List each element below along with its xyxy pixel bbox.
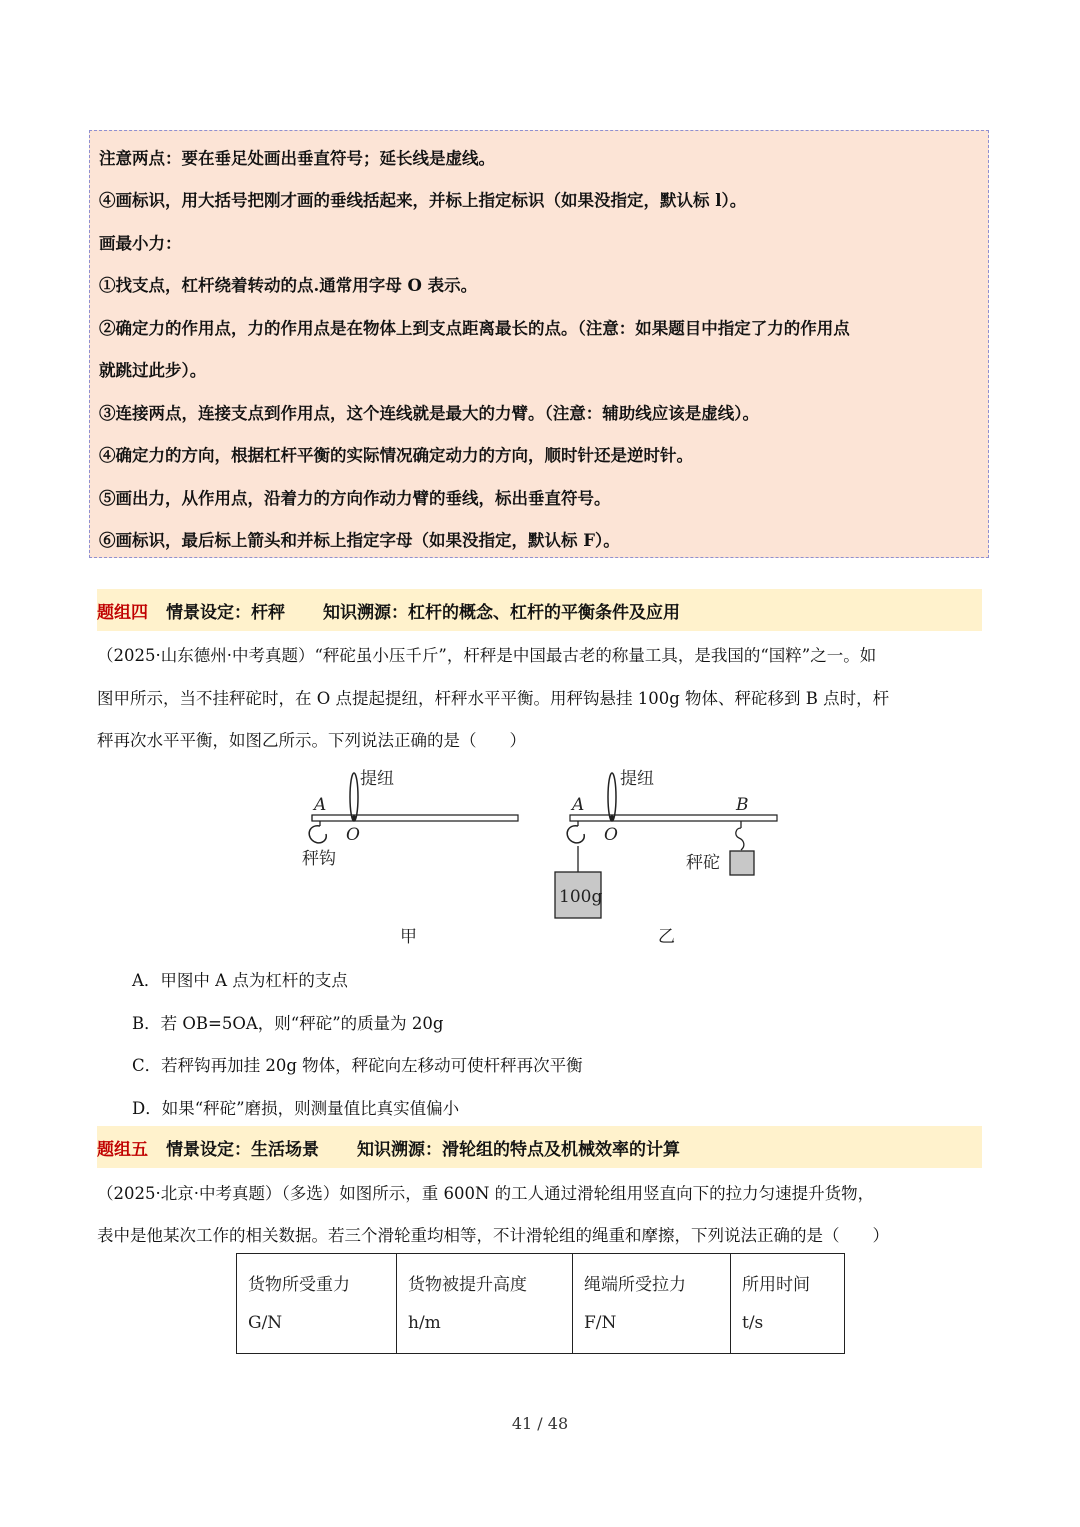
data-table <box>236 1253 845 1354</box>
beam <box>570 815 777 821</box>
page-number: 41 / 48 <box>511 1414 569 1433</box>
label-weight: 秤砣 <box>686 853 720 873</box>
table-unit: G/N <box>248 1313 283 1333</box>
table-cell <box>731 1254 845 1354</box>
note-line: ⑤画出力，从作用点，沿着力的方向作动力臂的垂线，标出垂直符号。 <box>99 489 611 508</box>
section-scene: 情景设定：生活场景 <box>166 1139 319 1160</box>
label-tizhu: 提纽 <box>360 769 394 789</box>
question-line: 表中是他某次工作的相关数据。若三个滑轮重均相等，不计滑轮组的绳重和摩擦，下列说法正确的是（ ） <box>97 1226 889 1245</box>
label-B: B <box>736 795 749 815</box>
section-source: 知识溯源：杠杆的概念、杠杆的平衡条件及应用 <box>323 602 680 623</box>
section-tag: 题组五 <box>97 1139 148 1160</box>
pivot-point <box>610 816 615 821</box>
label-O: O <box>346 825 360 845</box>
label-A: A <box>572 795 585 815</box>
steelyard-left <box>302 769 518 947</box>
label-tizhu: 提纽 <box>620 769 654 789</box>
table-cell <box>573 1254 731 1354</box>
caption-left: 甲 <box>400 927 417 947</box>
question-line: （2025·山东德州·中考真题）“秤砣虽小压千斤”，杆秤是中国最古老的称量工具，是我国的“国粹”之一。如 <box>97 646 877 665</box>
table-cell <box>397 1254 573 1354</box>
note-line: 就跳过此步）。 <box>99 361 207 380</box>
note-line: 注意两点：要在垂足处画出垂直符号；延长线是虚线。 <box>99 149 495 168</box>
table-row <box>237 1254 845 1354</box>
label-hook: 秤钩 <box>302 849 336 869</box>
question-line: 图甲所示，当不挂秤砣时，在 O 点提起提纽，杆秤水平平衡。用秤钩悬挂 100g 物体、秤砣移到 B 点时，杆 <box>97 689 890 708</box>
section-source: 知识溯源：滑轮组的特点及机械效率的计算 <box>357 1139 680 1160</box>
option-a: A．甲图中 A 点为杠杆的支点 <box>132 971 348 990</box>
question-line: （2025·北京·中考真题）（多选）如图所示，重 600N 的工人通过滑轮组用竖直向下的拉力匀速提升货物， <box>97 1184 875 1203</box>
option-d: D．如果“秤砣”磨损，则测量值比真实值偏小 <box>132 1099 460 1118</box>
table-header: 绳端所受拉力 <box>584 1275 686 1295</box>
counterweight <box>730 851 754 875</box>
table-header: 货物所受重力 <box>248 1275 350 1295</box>
hook <box>567 826 584 843</box>
note-line: ②确定力的作用点，力的作用点是在物体上到支点距离最长的点。（注意：如果题目中指定了力的作用点 <box>99 319 850 338</box>
note-line: 画最小力： <box>99 234 182 253</box>
option-c: C．若秤钩再加挂 20g 物体，秤砣向左移动可使杆秤再次平衡 <box>132 1056 583 1075</box>
note-line: ④确定力的方向，根据杠杆平衡的实际情况确定动力的方向，顺时针还是逆时针。 <box>99 446 693 465</box>
label-mass: 100g <box>559 887 603 907</box>
table-header: 货物被提升高度 <box>408 1275 527 1295</box>
section-scene: 情景设定：杆秤 <box>166 602 285 623</box>
weight-hook <box>736 828 744 850</box>
table-header: 所用时间 <box>742 1275 810 1295</box>
section-header-group4 <box>97 589 982 631</box>
section-tag: 题组四 <box>97 602 148 623</box>
note-line: ④画标识，用大括号把刚才画的垂线括起来，并标上指定标识（如果没指定，默认标 l）。 <box>99 191 747 210</box>
note-line: ①找支点，杠杆绕着转动的点.通常用字母 O 表示。 <box>99 276 478 295</box>
lifting-cord <box>350 773 358 821</box>
beam <box>312 815 518 821</box>
pivot-point <box>352 816 357 821</box>
label-A: A <box>314 795 327 815</box>
label-O: O <box>604 825 618 845</box>
note-line: ③连接两点，连接支点到作用点，这个连线就是最大的力臂。（注意：辅助线应该是虚线）。 <box>99 404 759 423</box>
table-unit: t/s <box>742 1313 764 1333</box>
steelyard-right <box>555 769 777 947</box>
table-unit: F/N <box>584 1313 617 1333</box>
steelyard-figure <box>290 762 800 952</box>
hook <box>309 826 326 843</box>
lifting-cord <box>608 773 616 821</box>
table-unit: h/m <box>408 1313 441 1333</box>
option-b: B．若 OB=5OA，则“秤砣”的质量为 20g <box>132 1014 444 1033</box>
table-cell <box>237 1254 397 1354</box>
question-line: 秤再次水平平衡，如图乙所示。下列说法正确的是（ ） <box>97 731 526 750</box>
note-box <box>89 130 989 558</box>
section-header-group5 <box>97 1126 982 1168</box>
note-line: ⑥画标识，最后标上箭头和并标上指定字母（如果没指定，默认标 F）。 <box>99 531 620 550</box>
caption-right: 乙 <box>658 927 675 947</box>
